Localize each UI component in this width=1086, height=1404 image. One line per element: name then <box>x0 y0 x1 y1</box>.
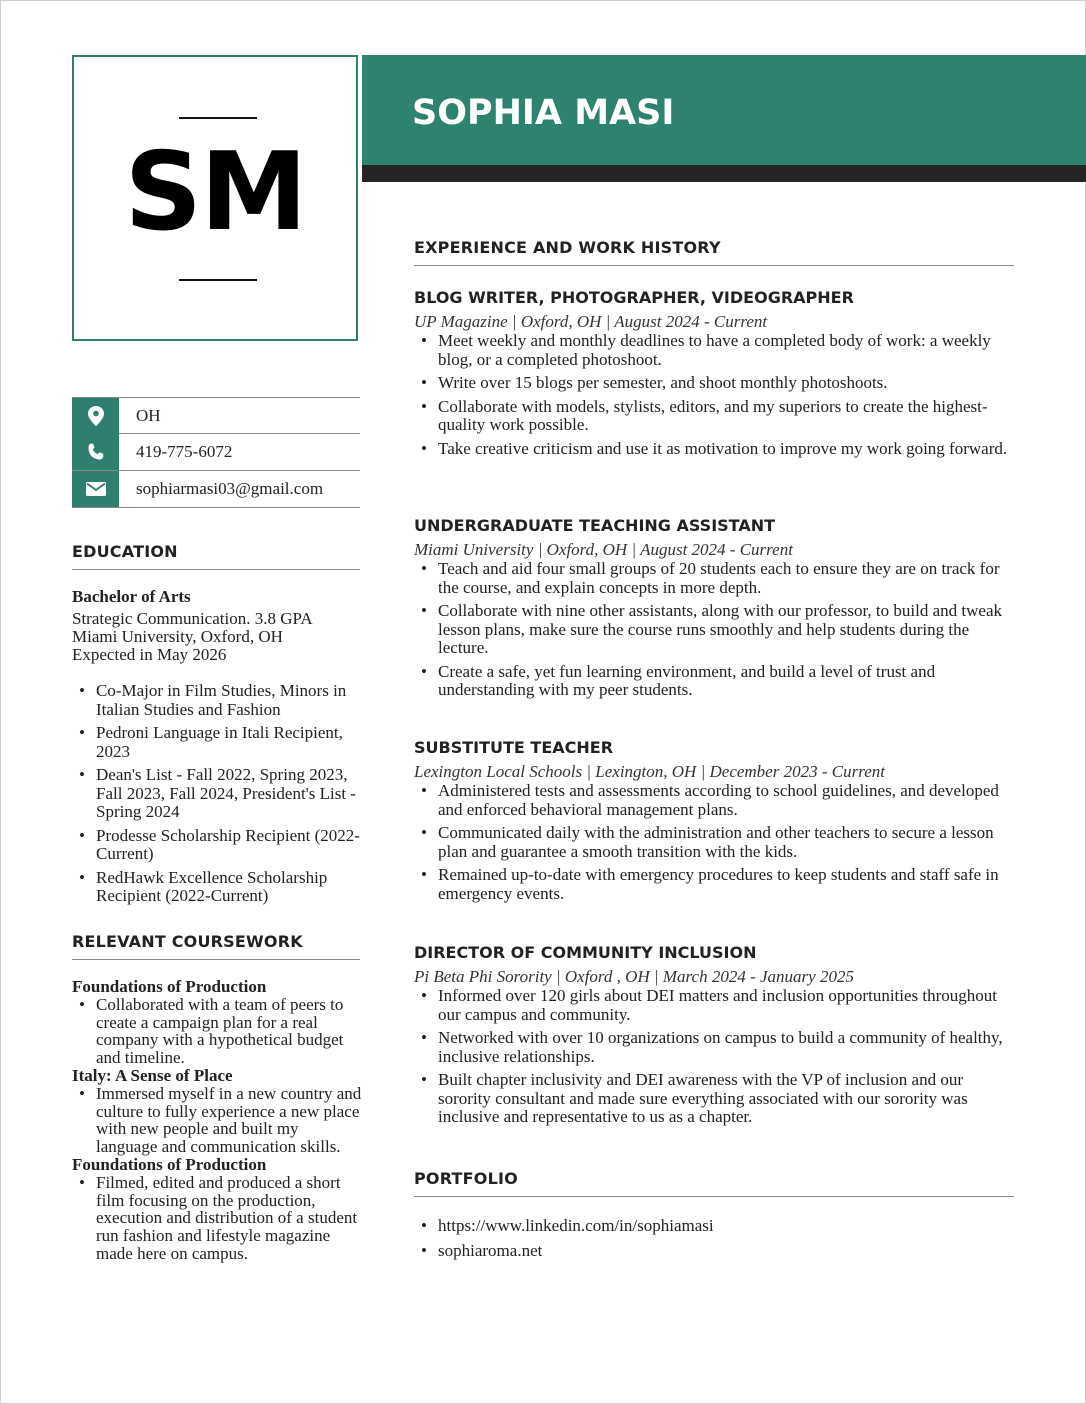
education-line: Strategic Communication. 3.8 GPA <box>72 609 313 628</box>
course-title: Foundations of Production <box>72 1154 267 1174</box>
job-bullets <box>414 332 1014 458</box>
job-entry <box>414 516 1014 705</box>
course-detail: • Collaborated with a team of peers to create a campaign plan for a real company with a hypothetical budget and timeline. <box>72 996 364 1067</box>
course-title: Italy: A Sense of Place <box>72 1065 233 1085</box>
contact-row-location <box>72 397 360 434</box>
job-meta: UP Magazine | Oxford, OH | August 2024 - Current <box>414 312 768 331</box>
list-item: • Built chapter inclusivity and DEI awareness with the VP of inclusion and our sorority consultant and made sure everything associated with our sorority was inclusive and representative to us as a chapter. <box>414 1071 1014 1127</box>
education-line: Expected in May 2026 <box>72 645 227 664</box>
contact-location: OH <box>136 406 161 425</box>
portfolio-link[interactable]: • https://www.linkedin.com/in/sophiamasi <box>414 1216 1014 1236</box>
portfolio-links <box>414 1216 1014 1266</box>
list-item: • Write over 15 blogs per semester, and shoot monthly photoshoots. <box>414 374 1014 393</box>
phone-icon <box>72 434 119 470</box>
header-dark-bar <box>362 165 1086 182</box>
education-line: Miami University, Oxford, OH <box>72 627 283 646</box>
list-item: • Meet weekly and monthly deadlines to have a completed body of work: a weekly blog, or a completed photoshoot. <box>414 332 1014 369</box>
course-title: Foundations of Production <box>72 977 267 996</box>
list-item: • RedHawk Excellence Scholarship Recipient (2022-Current) <box>72 869 364 906</box>
job-entry <box>414 288 1014 463</box>
degree-title: Bachelor of Arts <box>72 587 191 606</box>
monogram-initials: SM <box>124 130 306 255</box>
envelope-icon <box>72 471 119 507</box>
contact-row-email <box>72 471 360 508</box>
job-meta: Miami University | Oxford, OH | August 2024 - Current <box>414 540 793 559</box>
job-title: SUBSTITUTE TEACHER <box>414 738 614 757</box>
course-detail: • Filmed, edited and produced a short film focusing on the production, execution and distribution of a student run fashion and lifestyle magazine made here on campus. <box>72 1174 364 1263</box>
job-entry <box>414 943 1014 1132</box>
job-bullets <box>414 560 1014 700</box>
course-detail: • Immersed myself in a new country and culture to fully experience a new place with new people and built my language and communication skills. <box>72 1085 364 1156</box>
portfolio-link[interactable]: • sophiaroma.net <box>414 1241 1014 1261</box>
location-pin-icon <box>72 398 119 434</box>
list-item: • Pedroni Language in Itali Recipient, 2023 <box>72 724 364 761</box>
job-entry <box>414 738 1014 908</box>
list-item: • Dean's List - Fall 2022, Spring 2023, Fall 2023, Fall 2024, President's List - Spring 2024 <box>72 766 364 822</box>
experience-heading: EXPERIENCE AND WORK HISTORY <box>414 238 1014 266</box>
job-meta: Pi Beta Phi Sorority | Oxford , OH | March 2024 - January 2025 <box>414 967 854 986</box>
job-title: UNDERGRADUATE TEACHING ASSISTANT <box>414 516 776 535</box>
contact-row-phone <box>72 434 360 471</box>
education-heading: EDUCATION <box>72 542 360 570</box>
list-item: • Remained up-to-date with emergency procedures to keep students and staff safe in emergency events. <box>414 866 1014 903</box>
job-bullets <box>414 782 1014 903</box>
list-item: • Communicated daily with the administration and other teachers to secure a lesson plan and guarantee a smooth transition with the kids. <box>414 824 1014 861</box>
monogram-bottom-rule <box>179 279 257 281</box>
name-banner <box>362 55 1086 165</box>
education-summary <box>72 588 362 664</box>
list-item: • Create a safe, yet fun learning environment, and build a level of trust and understanding with my peer students. <box>414 663 1014 700</box>
portfolio-heading: PORTFOLIO <box>414 1169 1014 1197</box>
list-item: • Take creative criticism and use it as motivation to improve my work going forward. <box>414 440 1014 459</box>
education-list <box>72 682 364 911</box>
job-title: DIRECTOR OF COMMUNITY INCLUSION <box>414 943 757 962</box>
job-title: BLOG WRITER, PHOTOGRAPHER, VIDEOGRAPHER <box>414 288 854 307</box>
list-item: • Networked with over 10 organizations on campus to build a community of healthy, inclusive relationships. <box>414 1029 1014 1066</box>
coursework-list <box>72 978 364 1263</box>
contact-email: sophiarmasi03@gmail.com <box>136 479 324 498</box>
list-item: • Teach and aid four small groups of 20 students each to ensure they are on track for the course, and explain concepts in more depth. <box>414 560 1014 597</box>
list-item: • Co-Major in Film Studies, Minors in Italian Studies and Fashion <box>72 682 364 719</box>
job-meta: Lexington Local Schools | Lexington, OH | December 2023 - Current <box>414 762 885 781</box>
monogram-top-rule <box>179 117 257 119</box>
contact-phone: 419-775-6072 <box>136 442 233 461</box>
list-item: • Prodesse Scholarship Recipient (2022-Current) <box>72 827 364 864</box>
list-item: • Administered tests and assessments according to school guidelines, and developed and enforced behavioral management plans. <box>414 782 1014 819</box>
monogram-box <box>72 55 358 341</box>
list-item: • Collaborate with nine other assistants, along with our professor, to build and tweak lesson plans, make sure the course runs smoothly and help students during the lecture. <box>414 602 1014 658</box>
list-item: • Informed over 120 girls about DEI matters and inclusion opportunities throughout our campus and community. <box>414 987 1014 1024</box>
contact-table <box>72 397 360 508</box>
coursework-heading: RELEVANT COURSEWORK <box>72 932 360 960</box>
list-item: • Collaborate with models, stylists, editors, and my superiors to create the highest-quality work possible. <box>414 398 1014 435</box>
applicant-name: SOPHIA MASI <box>412 93 675 133</box>
job-bullets <box>414 987 1014 1127</box>
